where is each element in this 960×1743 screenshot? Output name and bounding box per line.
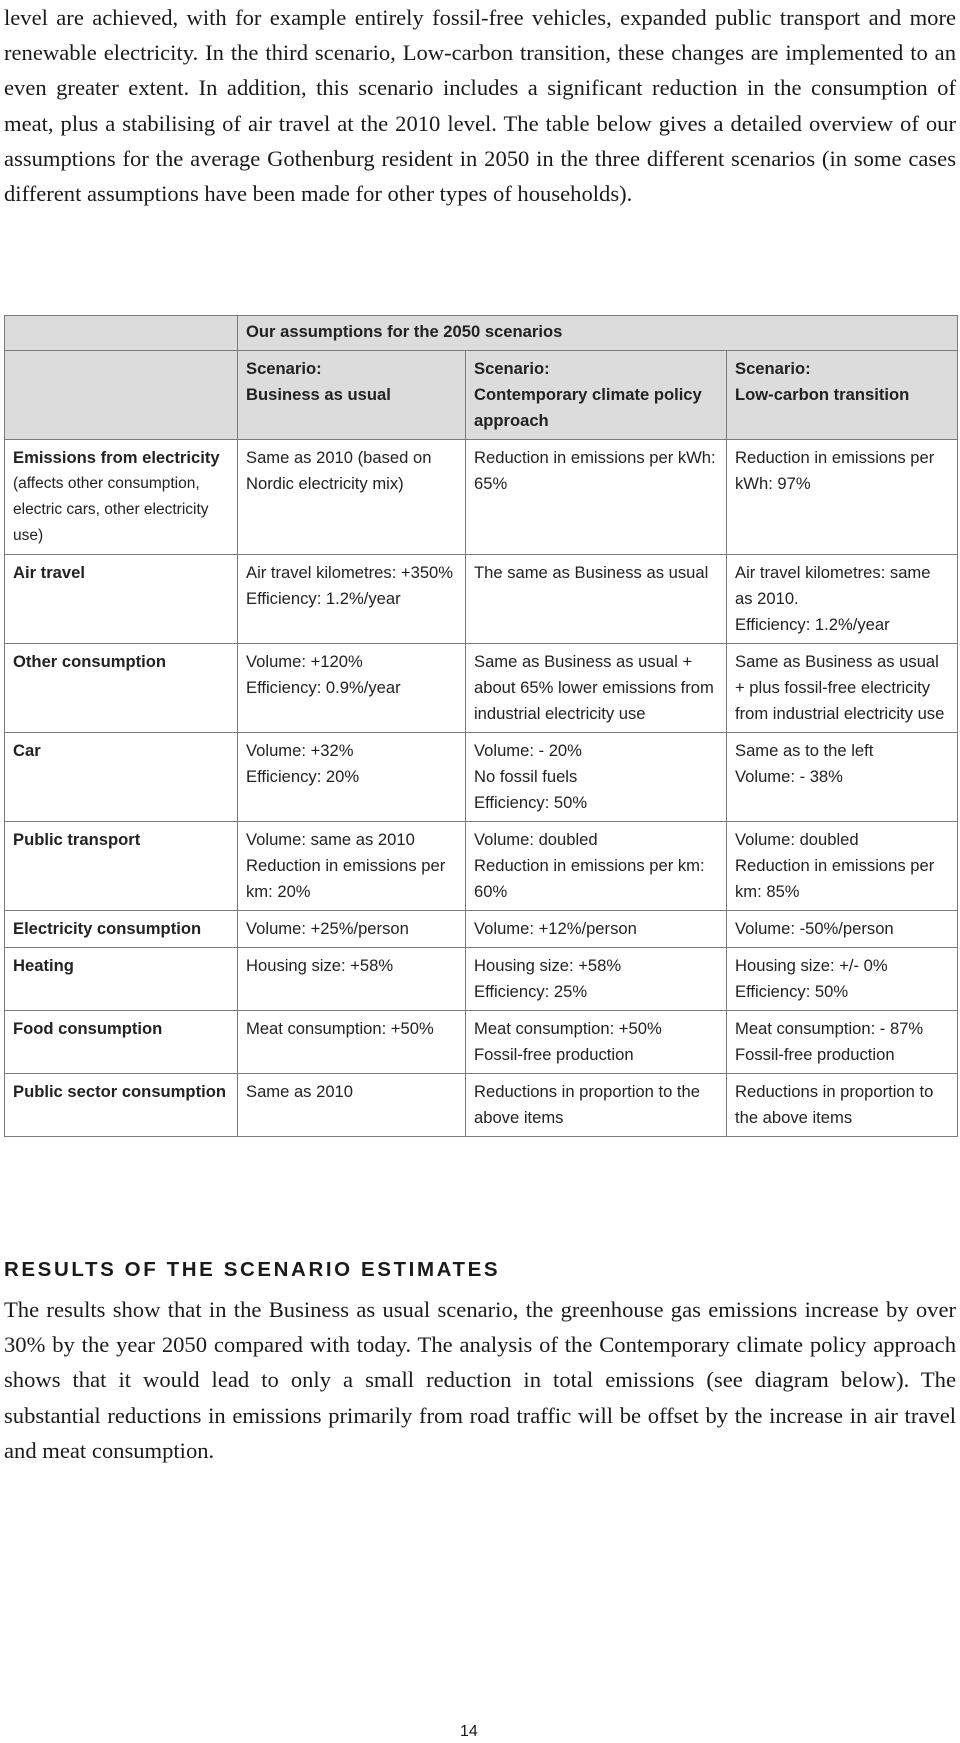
results-paragraph: The results show that in the Business as usual scenario, the greenhouse gas emissions increase by over 30% by the year 2050 compared with today. The analysis of the Contemporary climate policy approach shows that it would lead to only a small reduction in total emissions (see diagram below). The substantial reductions in emissions primarily from road traffic will be offset by the increase in air travel and meat consumption. xyxy=(4,1297,956,1463)
cell-low-carbon-transition: Same as to the left Volume: - 38% xyxy=(727,733,958,822)
column-header-line2: Low-carbon transition xyxy=(735,385,910,404)
row-label-cell xyxy=(5,555,238,644)
cell-business-as-usual: Same as 2010 xyxy=(238,1074,466,1137)
table-header-row xyxy=(5,351,958,440)
column-header-line2: Business as usual xyxy=(246,385,391,404)
table-title: Our assumptions for the 2050 scenarios xyxy=(238,316,958,351)
row-label-cell xyxy=(5,733,238,822)
cell-business-as-usual: Volume: same as 2010 Reduction in emissions per km: 20% xyxy=(238,822,466,911)
row-label-cell xyxy=(5,1011,238,1074)
cell-contemporary-climate-policy: Same as Business as usual + about 65% lower emissions from industrial electricity use xyxy=(466,644,727,733)
row-label: Electricity consumption xyxy=(13,919,202,938)
column-header-business-as-usual xyxy=(238,351,466,440)
cell-contemporary-climate-policy: The same as Business as usual xyxy=(466,555,727,644)
column-header-contemporary-climate-policy xyxy=(466,351,727,440)
cell-business-as-usual: Housing size: +58% xyxy=(238,948,466,1011)
row-note: (affects other consumption, electric cars, other electricity use) xyxy=(13,475,209,544)
table-row-heating xyxy=(5,948,958,1011)
assumptions-table-container xyxy=(4,315,957,1137)
table-row-air-travel xyxy=(5,555,958,644)
cell-contemporary-climate-policy: Volume: - 20% No fossil fuels Efficiency: 50% xyxy=(466,733,727,822)
results-heading: RESULTS OF THE SCENARIO ESTIMATES xyxy=(4,1258,501,1281)
column-header-line1: Scenario: xyxy=(474,359,550,378)
row-label: Food consumption xyxy=(13,1019,163,1038)
cell-business-as-usual: Meat consumption: +50% xyxy=(238,1011,466,1074)
table-title-spacer xyxy=(5,316,238,351)
assumptions-table xyxy=(4,315,958,1137)
cell-contemporary-climate-policy: Meat consumption: +50% Fossil-free production xyxy=(466,1011,727,1074)
row-label-cell xyxy=(5,644,238,733)
table-row-other-consumption xyxy=(5,644,958,733)
cell-contemporary-climate-policy: Housing size: +58% Efficiency: 25% xyxy=(466,948,727,1011)
table-row-car xyxy=(5,733,958,822)
cell-business-as-usual: Volume: +25%/person xyxy=(238,911,466,948)
cell-low-carbon-transition: Reduction in emissions per kWh: 97% xyxy=(727,440,958,555)
row-label-cell xyxy=(5,911,238,948)
cell-contemporary-climate-policy: Reductions in proportion to the above items xyxy=(466,1074,727,1137)
cell-low-carbon-transition: Volume: -50%/person xyxy=(727,911,958,948)
cell-low-carbon-transition: Reductions in proportion to the above items xyxy=(727,1074,958,1137)
row-label: Public sector consumption xyxy=(13,1082,226,1101)
cell-low-carbon-transition: Same as Business as usual + plus fossil-free electricity from industrial electricity use xyxy=(727,644,958,733)
column-header-line1: Scenario: xyxy=(246,359,322,378)
row-label: Car xyxy=(13,741,41,760)
column-header-line2: Contemporary climate policy approach xyxy=(474,385,702,430)
intro-paragraph: level are achieved, with for example entirely fossil-free vehicles, expanded public transport and more renewable electricity. In the third scenario, Low-carbon transition, these changes are implemented to an even greater extent. In addition, this scenario includes a significant reduction in the consumption of meat, plus a stabilising of air travel at the 2010 level. The table below gives a detailed overview of our assumptions for the average Gothenburg resident in 2050 in the three different scenarios (in some cases different assumptions have been made for other types of households). xyxy=(4,5,956,207)
cell-business-as-usual: Air travel kilometres: +350% Efficiency: 1.2%/year xyxy=(238,555,466,644)
column-header-line1: Scenario: xyxy=(735,359,811,378)
cell-business-as-usual: Volume: +120% Efficiency: 0.9%/year xyxy=(238,644,466,733)
row-label-cell xyxy=(5,822,238,911)
table-header-spacer xyxy=(5,351,238,440)
row-label: Air travel xyxy=(13,563,85,582)
table-row-public-sector-consumption xyxy=(5,1074,958,1137)
cell-low-carbon-transition: Housing size: +/- 0% Efficiency: 50% xyxy=(727,948,958,1011)
table-title-row xyxy=(5,316,958,351)
cell-contemporary-climate-policy: Volume: +12%/person xyxy=(466,911,727,948)
table-row-emissions-from-electricity xyxy=(5,440,958,555)
row-label-cell xyxy=(5,948,238,1011)
cell-low-carbon-transition: Air travel kilometres: same as 2010. Efficiency: 1.2%/year xyxy=(727,555,958,644)
row-label: Heating xyxy=(13,956,74,975)
row-label: Other consumption xyxy=(13,652,167,671)
page-number: 14 xyxy=(460,1723,478,1740)
table-row-electricity-consumption xyxy=(5,911,958,948)
row-label: Public transport xyxy=(13,830,141,849)
column-header-low-carbon-transition xyxy=(727,351,958,440)
cell-business-as-usual: Same as 2010 (based on Nordic electricity mix) xyxy=(238,440,466,555)
cell-low-carbon-transition: Meat consumption: - 87% Fossil-free production xyxy=(727,1011,958,1074)
cell-business-as-usual: Volume: +32% Efficiency: 20% xyxy=(238,733,466,822)
cell-contemporary-climate-policy: Reduction in emissions per kWh: 65% xyxy=(466,440,727,555)
row-label-cell xyxy=(5,440,238,555)
table-row-public-transport xyxy=(5,822,958,911)
row-label-cell xyxy=(5,1074,238,1137)
table-row-food-consumption xyxy=(5,1011,958,1074)
cell-low-carbon-transition: Volume: doubled Reduction in emissions per km: 85% xyxy=(727,822,958,911)
row-label: Emissions from electricity xyxy=(13,448,220,467)
cell-contemporary-climate-policy: Volume: doubled Reduction in emissions per km: 60% xyxy=(466,822,727,911)
